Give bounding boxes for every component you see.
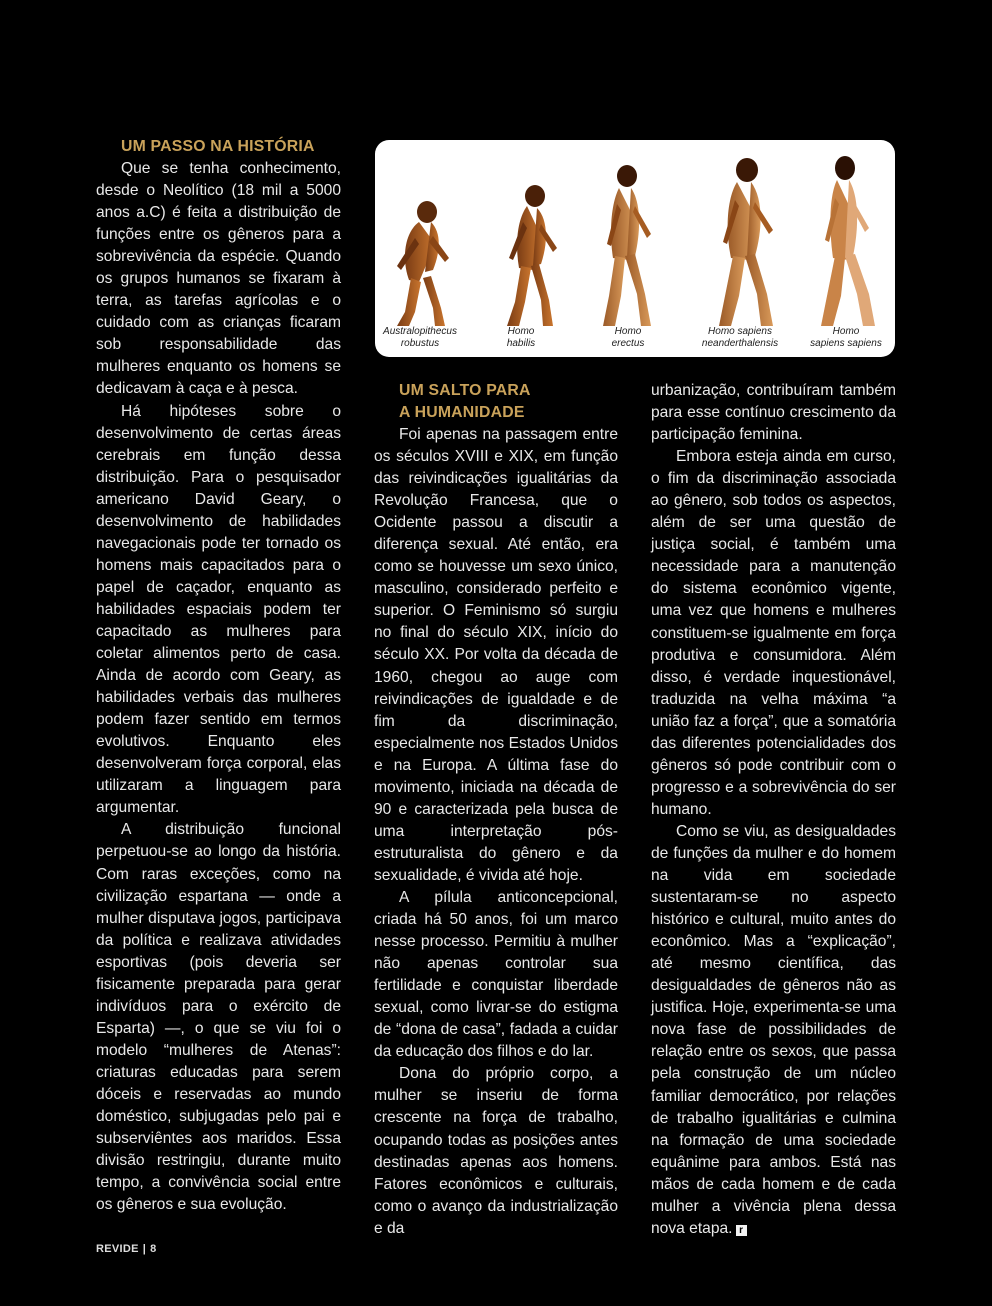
paragraph: Embora esteja ainda em curso, o fim da discriminação associada ao gênero, sob todos os aspectos, além de ser uma questão de justiça social, é também uma necessidade para a manutenção do sistema econômico vigente, uma vez que homens e mulheres constituem-se igualmente em força produtiva e consumidora. Além disso, é verdade inquestionável, traduzida na velha máxima “a união faz a força”, que a somatória das diferentes potencialidades dos gêneros só pode contribuir com o progresso e a sobrevivência do ser humano. xyxy=(651,448,896,818)
paragraph-text: Como se viu, as desigualdades de funções da mulher e do homem na vida em sociedade sustentaram-se no aspecto histórico e cultural, muito antes do econômico. Mas a “explicação”, até mesmo científica, das desigualdades de gêneros não as justifica. Hoje, experimenta-se uma nova fase de possibilidades de relação entre os sexos, que passa pela construção de um núcleo familiar democrático, por relações de trabalho igualitárias e culmina na formação de uma sociedade equânime para ambos. Está nas mãos de cada homem e de cada mulher a vivência plena dessa nova etapa. xyxy=(651,822,896,1237)
homo-habilis-figure xyxy=(507,185,557,326)
homo-erectus-figure xyxy=(603,165,651,326)
caption-australopithecus: Australopithecus robustus xyxy=(383,326,457,349)
paragraph: A distribuição funcional perpetuou-se ao longo da história. Com raras exceções, como na civilização espartana — onde a mulher disputava jogos, participava da política e realizava atividades esportivas (pois deveria ser fisicamente preparada para gerar indivíduos para o exército de Esparta) —, o que se viu foi o modelo “mulheres de Atenas”: criaturas educadas para serem dóceis e reservadas ao mundo doméstico, subjugadas pelo pai e subserviêntes aos maridos. Essa divisão restringiu, durante muito tempo, a convivência social entre os gêneros e sua evolução. xyxy=(96,821,341,1214)
australopithecus-figure xyxy=(397,201,449,326)
evolution-figures-svg xyxy=(375,140,895,357)
page-footer xyxy=(96,1243,157,1255)
paragraph: A pílula anticoncepcional, criada há 50 anos, foi um marco nesse processo. Permitiu à mulher não apenas controlar sua fertilidade e conquistar liberdade sexual, como livrar-se do estigma de “dona de casa”, fadada a cuidar da educação dos filhos e do lar. xyxy=(374,888,618,1061)
paragraph xyxy=(651,821,896,1240)
human-evolution-illustration xyxy=(375,140,895,357)
section-heading-salto: UM SALTO PARA A HUMANIDADE xyxy=(399,382,531,421)
caption-homo-erectus: Homo erectus xyxy=(611,326,645,349)
paragraph: urbanização, contribuíram também para esse contínuo crescimento da participação feminina. xyxy=(651,382,896,444)
caption-homo-habilis: Homo habilis xyxy=(506,326,536,349)
paragraph: Foi apenas na passagem entre os séculos XVIII e XIX, em função das reivindicações igualitárias da Revolução Francesa, que o Ocidente passou a discutir a diferença sexual. Até então, era como se houvesse um sexo único, masculino, considerado perfeito e superior. O Feminismo só surgiu no final do século XIX, início do século XX. Por volta da década de 1960, chegou ao auge com reivindicações de igualdade e de fim da discriminação, especialmente nos Estados Unidos e na Europa. A última fase do movimento, iniciada na década de 90 e caracterizada pela busca de uma interpretação pós-estruturalista do gênero e da sexualidade, é vivida até hoje. xyxy=(374,426,618,884)
column-2 xyxy=(374,380,618,1240)
magazine-name: REVIDE xyxy=(96,1243,139,1255)
paragraph: Dona do próprio corpo, a mulher se inseriu de forma crescente na força de trabalho, ocupando todas as posições antes destinadas apenas aos homens. Fatores econômicos e culturais, como o avanço da industrialização e da xyxy=(374,1065,618,1237)
section-heading-passo: UM PASSO NA HISTÓRIA xyxy=(121,138,315,155)
footer-separator: | xyxy=(142,1243,147,1255)
neanderthal-figure xyxy=(719,158,773,326)
column-3 xyxy=(651,380,896,1240)
page-number: 8 xyxy=(150,1243,157,1255)
paragraph: Há hipóteses sobre o desenvolvimento de certas áreas cerebrais em função dessa distribuição. Para o pesquisador americano David Geary, o desenvolvimento de habilidades navegacionais pode ter tornado os homens mais capacitados para o papel de caçador, enquanto as habilidades espaciais podem ter capacitado as mulheres para coletar alimentos perto de casa. Ainda de acordo com Geary, as habilidades verbais das mulheres podem fazer sentido em termos evolutivos. Enquanto eles desenvolveram força corporal, elas utilizaram a linguagem para argumentar. xyxy=(96,402,341,817)
caption-homo-sapiens: Homo sapiens sapiens xyxy=(810,326,882,349)
homo-sapiens-figure xyxy=(821,156,875,326)
column-1 xyxy=(96,136,341,1216)
end-of-article-mark: r xyxy=(736,1225,747,1236)
paragraph: Que se tenha conhecimento, desde o Neolítico (18 mil a 5000 anos a.C) é feita a distribuição de funções entre os gêneros para a sobrevivência da espécie. Quando os grupos humanos se fixaram à terra, as tarefas agrícolas e o cuidado com as crianças ficaram sob responsabilidade das mulheres enquanto os homens se dedicavam à caça e à pesca. xyxy=(96,160,341,398)
caption-neanderthal: Homo sapiens neanderthalensis xyxy=(701,326,779,349)
